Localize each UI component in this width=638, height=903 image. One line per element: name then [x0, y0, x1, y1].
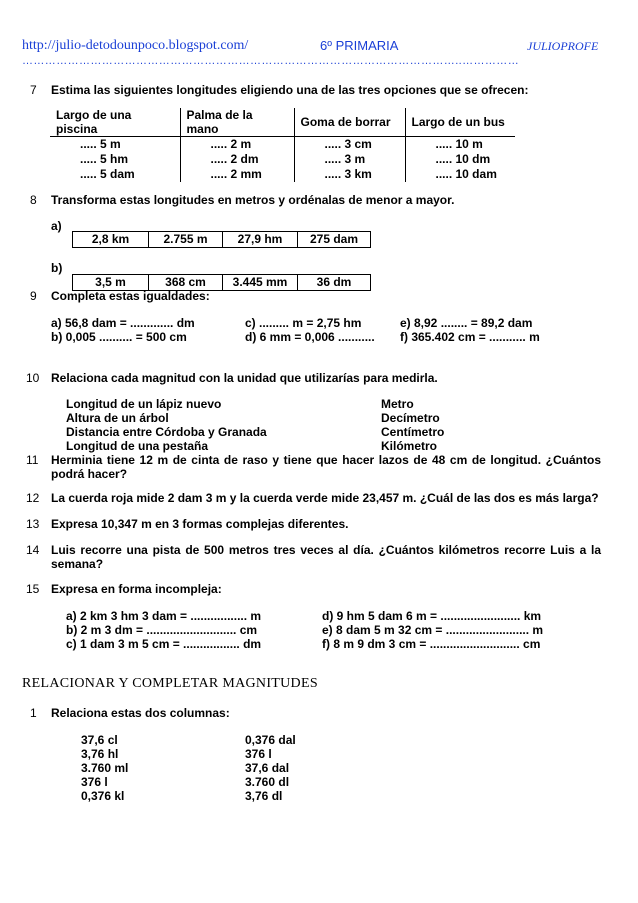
question-text: Luis recorre una pista de 500 metros tres veces al día. ¿Cuántos kilómetros recorre Luis a la: [51, 543, 601, 557]
right-column-item: 3,76 dl: [245, 789, 283, 803]
unit-item: Metro: [381, 397, 414, 411]
header-divider: ……………………………………………………………………………………………………..……………: [22, 55, 520, 67]
option-cell: ..... 10 dam: [405, 167, 515, 182]
equality-item: d) 6 mm = 0,006 ...........: [245, 330, 375, 344]
question-number: 10: [26, 371, 40, 385]
length-value: 275 dam: [297, 232, 370, 247]
equality-item: b) 0,005 .......... = 500 cm: [51, 330, 187, 344]
left-column-item: 3,76 hl: [81, 747, 119, 761]
question-text: Relaciona cada magnitud con la unidad que utilizarías para medirla.: [51, 371, 438, 385]
equality-item: a) 56,8 dam = ............. dm: [51, 316, 195, 330]
magnitude-item: Longitud de un lápiz nuevo: [66, 397, 222, 411]
option-cell: ..... 10 dm: [405, 152, 515, 167]
question-number: 7: [30, 83, 37, 97]
length-value: 3.445 mm: [222, 275, 297, 290]
part-label: b): [51, 261, 63, 275]
column-header: Palma de la mano: [180, 108, 294, 137]
conversion-item: c) 1 dam 3 m 5 cm = ................. dm: [66, 637, 262, 651]
option-cell: ..... 3 cm: [294, 137, 405, 152]
conversion-item: e) 8 dam 5 m 32 cm = ......................... m: [322, 623, 544, 637]
section-title: RELACIONAR Y COMPLETAR MAGNITUDES: [22, 676, 318, 691]
question-text-cont: semana?: [51, 557, 104, 571]
part-label: a): [51, 219, 62, 233]
question-number: 14: [26, 543, 40, 557]
estimation-table: [50, 108, 515, 182]
option-cell: ..... 2 mm: [180, 167, 294, 182]
magnitude-item: Altura de un árbol: [66, 411, 169, 425]
length-value: 36 dm: [297, 275, 370, 290]
unit-item: Decímetro: [381, 411, 440, 425]
length-value: 3,5 m: [95, 275, 126, 289]
conversion-item: a) 2 km 3 hm 3 dam = ................. m: [66, 609, 262, 623]
question-text: Completa estas igualdades:: [51, 289, 210, 303]
magnitude-item: Longitud de una pestaña: [66, 439, 209, 453]
length-value: 27,9 hm: [222, 232, 297, 247]
unit-item: Kilómetro: [381, 439, 438, 453]
header-author: JULIOPROFE: [527, 39, 599, 53]
right-column-item: 0,376 dal: [245, 733, 296, 747]
lengths-box-a: [72, 231, 371, 248]
header-level: 6º PRIMARIA: [320, 38, 399, 53]
right-column-item: 37,6 dal: [245, 761, 290, 775]
option-cell: ..... 3 km: [294, 167, 405, 182]
question-text: Expresa en forma incompleja:: [51, 582, 222, 596]
question-text: Herminia tiene 12 m de cinta de raso y tiene que hacer lazos de 48 cm de longitud. ¿Cuántos: [51, 453, 601, 467]
question-text: Relaciona estas dos columnas:: [51, 706, 230, 720]
question-number: 11: [26, 453, 39, 467]
header-url[interactable]: http://julio-detodounpoco.blogspot.com/: [22, 38, 249, 53]
equality-item: c) ......... m = 2,75 hm: [245, 316, 362, 330]
left-column-item: 37,6 cl: [81, 733, 118, 747]
column-header: Largo de una piscina: [50, 108, 180, 137]
left-column-item: 3.760 ml: [81, 761, 129, 775]
left-column-item: 376 l: [81, 775, 108, 789]
option-cell: ..... 2 m: [180, 137, 294, 152]
option-cell: ..... 3 m: [294, 152, 405, 167]
conversion-item: b) 2 m 3 dm = ........................... cm: [66, 623, 258, 637]
column-header: Largo de un bus: [405, 108, 515, 137]
option-cell: ..... 5 m: [80, 137, 121, 152]
option-cell: ..... 2 dm: [180, 152, 294, 167]
column-header: Goma de borrar: [294, 108, 405, 137]
length-value: 2,8 km: [91, 232, 130, 246]
question-text-cont: podrá hacer?: [51, 467, 128, 481]
option-cell: ..... 5 hm: [80, 152, 129, 166]
unit-item: Centímetro: [381, 425, 445, 439]
length-value: 2.755 m: [148, 232, 222, 247]
right-column-item: 376 l: [245, 747, 272, 761]
right-column-item: 3.760 dl: [245, 775, 290, 789]
question-number: 15: [26, 582, 40, 596]
question-text: Transforma estas longitudes en metros y ordénalas de menor a mayor.: [51, 193, 455, 207]
question-number: 8: [30, 193, 37, 207]
conversion-item: f) 8 m 9 dm 3 cm = ........................... cm: [322, 637, 541, 651]
question-number: 12: [26, 491, 40, 505]
conversion-item: d) 9 hm 5 dam 6 m = ........................ km: [322, 609, 542, 623]
question-text: Estima las siguientes longitudes eligiendo una de las tres opciones que se ofrecen:: [51, 83, 529, 97]
question-number: 1: [30, 706, 37, 720]
question-text: La cuerda roja mide 2 dam 3 m y la cuerda verde mide 23,457 m. ¿Cuál de las dos es más larga?: [51, 491, 599, 505]
length-value: 368 cm: [148, 275, 222, 290]
left-column-item: 0,376 kl: [81, 789, 125, 803]
question-number: 13: [26, 517, 40, 531]
equality-item: e) 8,92 ........ = 89,2 dam: [400, 316, 533, 330]
equality-item: f) 365.402 cm = ........... m: [400, 330, 540, 344]
option-cell: ..... 5 dam: [80, 167, 135, 181]
magnitude-item: Distancia entre Córdoba y Granada: [66, 425, 267, 439]
option-cell: ..... 10 m: [405, 137, 515, 152]
question-text: Expresa 10,347 m en 3 formas complejas diferentes.: [51, 517, 349, 531]
question-number: 9: [30, 289, 37, 303]
